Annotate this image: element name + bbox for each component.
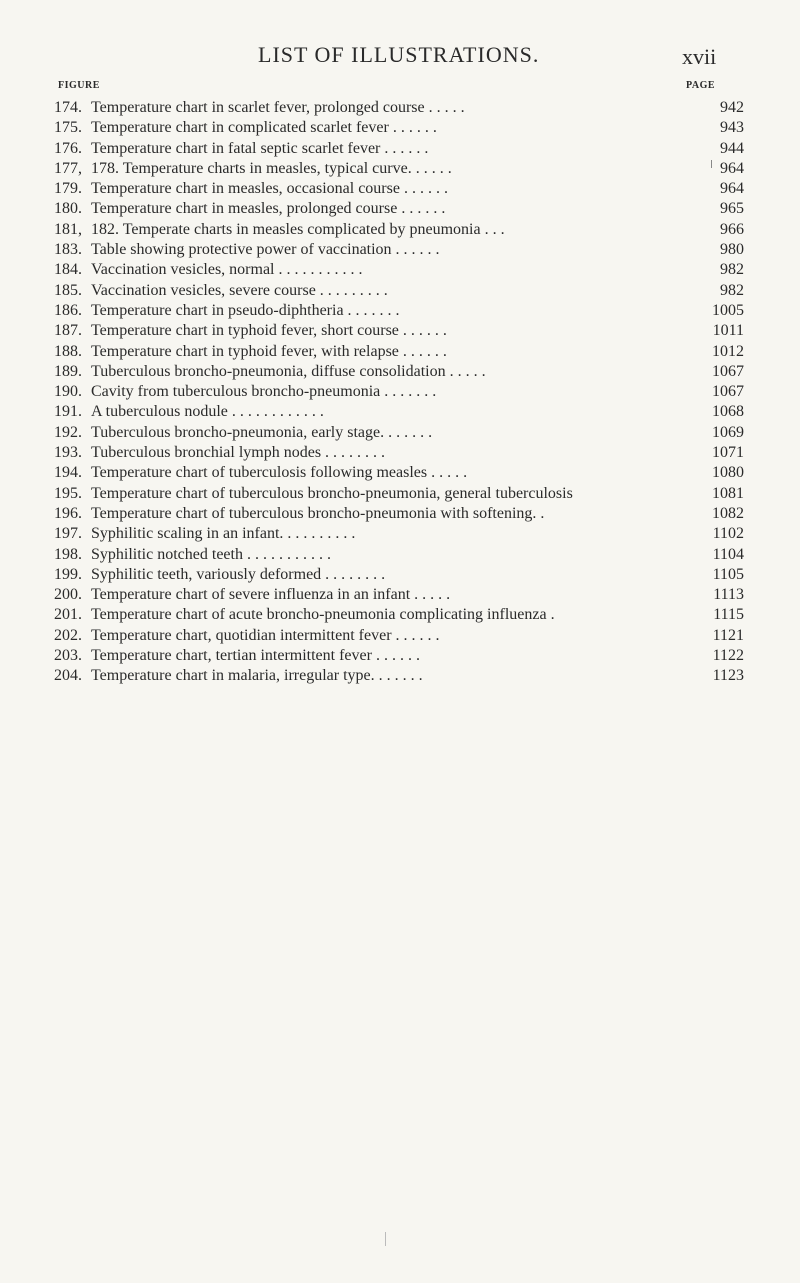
figure-number: 185. — [54, 281, 82, 299]
list-item — [54, 585, 744, 605]
figure-page: 966 — [720, 220, 744, 238]
list-item — [54, 423, 744, 443]
list-item — [54, 565, 744, 585]
page-title: LIST OF ILLUSTRATIONS. — [258, 42, 540, 67]
figure-number: 194. — [54, 464, 82, 482]
figure-title: Temperature chart of tuberculosis following measles . . . . . — [91, 464, 468, 482]
page-column-heading: PAGE — [686, 80, 716, 91]
list-item — [54, 220, 744, 240]
figure-number: 195. — [54, 484, 82, 502]
list-item — [54, 463, 744, 483]
figure-page: 1069 — [712, 423, 744, 441]
figure-number: 203. — [54, 647, 82, 665]
figure-title: Temperature chart of tuberculous broncho-pneumonia with softening. . — [91, 504, 545, 522]
figure-page: 942 — [720, 99, 744, 116]
list-item — [54, 524, 744, 544]
figure-page: 1105 — [712, 565, 744, 583]
figure-number: 196. — [54, 504, 82, 522]
list-item — [54, 646, 744, 666]
figure-title: Temperature chart in fatal septic scarlet fever . . . . . . — [91, 139, 429, 157]
figure-number: 179. — [54, 180, 82, 198]
figure-page: 1115 — [713, 606, 744, 624]
list-item — [54, 605, 744, 625]
page-header — [0, 42, 800, 72]
figure-page: 965 — [720, 200, 744, 218]
page-number: xvii — [682, 44, 717, 69]
figure-title: Table showing protective power of vaccination . . . . . . — [91, 241, 440, 259]
figure-number: 204. — [54, 667, 82, 685]
figure-page: 982 — [720, 261, 744, 279]
list-item — [54, 626, 744, 646]
figure-page: 943 — [720, 119, 744, 137]
figure-number: 192. — [54, 423, 82, 441]
figure-number: 201. — [54, 606, 82, 624]
figure-number: 188. — [54, 342, 82, 360]
list-item — [54, 504, 744, 524]
figure-title: Temperature chart of acute broncho-pneumonia complicating influenza . — [91, 606, 555, 624]
figure-title: Temperature chart, tertian intermittent fever . . . . . . — [91, 647, 420, 665]
figure-page: 964 — [720, 159, 744, 177]
figure-number: 197. — [54, 525, 82, 543]
figure-page: 964 — [720, 180, 744, 198]
figure-title: Temperature chart in malaria, irregular type. . . . . . . — [91, 667, 423, 685]
list-item — [54, 281, 744, 301]
figure-number: 180. — [54, 200, 82, 218]
page-speck — [385, 1232, 386, 1246]
figure-page: 1005 — [712, 301, 744, 319]
list-item — [54, 545, 744, 565]
figure-number: 200. — [54, 586, 82, 604]
figure-title: Temperature chart in complicated scarlet fever . . . . . . — [91, 119, 437, 137]
figure-page: 1067 — [712, 362, 744, 380]
figure-page: 1122 — [712, 647, 744, 665]
figure-number: 177, — [54, 159, 82, 177]
list-item — [54, 118, 744, 138]
figure-title: A tuberculous nodule . . . . . . . . . . . . — [91, 403, 324, 421]
figure-title: Temperature chart in pseudo-diphtheria . . . . . . . — [91, 301, 400, 319]
figure-title: 182. Temperate charts in measles complicated by pneumonia . . . — [91, 220, 505, 238]
figure-number: 193. — [54, 444, 82, 462]
list-item — [54, 382, 744, 402]
list-item — [54, 240, 744, 260]
figure-title: Tuberculous broncho-pneumonia, diffuse consolidation . . . . . — [91, 362, 486, 380]
list-item — [54, 342, 744, 362]
figure-title: Syphilitic scaling in an infant. . . . . . . . . . — [91, 525, 356, 543]
figure-page: 1113 — [713, 586, 744, 604]
list-item — [54, 199, 744, 219]
figure-number: 174. — [54, 99, 82, 116]
figure-title: Temperature chart in measles, occasional course . . . . . . — [91, 180, 448, 198]
figure-title: Temperature chart of severe influenza in an infant . . . . . — [91, 586, 451, 604]
figure-title: Temperature chart of tuberculous broncho-pneumonia, general tuberculosis — [91, 484, 573, 502]
figure-number: 198. — [54, 545, 82, 563]
list-item — [54, 179, 744, 199]
figure-title: Syphilitic teeth, variously deformed . . . . . . . . — [91, 565, 386, 583]
figure-title: Temperature chart in scarlet fever, prolonged course . . . . . — [91, 99, 465, 116]
figure-number: 176. — [54, 139, 82, 157]
figure-number: 199. — [54, 565, 82, 583]
figure-title: Syphilitic notched teeth . . . . . . . . . . . — [91, 545, 331, 563]
figure-number: 181, — [54, 220, 82, 238]
illustrations-list — [54, 98, 744, 687]
figure-page: 944 — [720, 139, 744, 157]
figure-number: 175. — [54, 119, 82, 137]
figure-title: Temperature chart, quotidian intermittent fever . . . . . . — [91, 626, 440, 644]
figure-title: Temperature chart in typhoid fever, short course . . . . . . — [91, 322, 447, 340]
figure-number: 184. — [54, 261, 82, 279]
figure-page: 1012 — [712, 342, 744, 360]
list-item — [54, 362, 744, 382]
figure-page: 1081 — [712, 484, 744, 502]
figure-title: Temperature chart in typhoid fever, with relapse . . . . . . — [91, 342, 447, 360]
figure-page: 982 — [720, 281, 744, 299]
list-item — [54, 443, 744, 463]
figure-page: 1121 — [712, 626, 744, 644]
list-item — [54, 260, 744, 280]
figure-number: 186. — [54, 301, 82, 319]
figure-page: 1102 — [712, 525, 744, 543]
figure-title: 178. Temperature charts in measles, typical curve. . . . . . — [91, 159, 452, 177]
figure-page: 980 — [720, 241, 744, 259]
figure-title: Vaccination vesicles, normal . . . . . . . . . . . — [91, 261, 363, 279]
figure-number: 187. — [54, 322, 82, 340]
figure-title: Temperature chart in measles, prolonged course . . . . . . — [91, 200, 446, 218]
figure-number: 183. — [54, 241, 82, 259]
figure-title: Tuberculous bronchial lymph nodes . . . . . . . . — [91, 444, 386, 462]
figure-page: 1011 — [712, 322, 744, 340]
figure-title: Vaccination vesicles, severe course . . . . . . . . . — [91, 281, 388, 299]
figure-page: 1067 — [712, 383, 744, 401]
figure-column-heading: FIGURE — [58, 80, 100, 91]
figure-page: 1080 — [712, 464, 744, 482]
figure-page: 1104 — [712, 545, 744, 563]
figure-number: 202. — [54, 626, 82, 644]
figure-number: 189. — [54, 362, 82, 380]
figure-page: 1068 — [712, 403, 744, 421]
list-item — [54, 159, 744, 179]
list-item — [54, 484, 744, 504]
figure-page: 1071 — [712, 444, 744, 462]
figure-page: 1123 — [712, 667, 744, 685]
figure-page: 1082 — [712, 504, 744, 522]
column-headings — [0, 80, 800, 94]
list-item — [54, 321, 744, 341]
list-item — [54, 402, 744, 422]
list-item — [54, 139, 744, 159]
list-item — [54, 98, 744, 118]
figure-title: Tuberculous broncho-pneumonia, early stage. . . . . . . — [91, 423, 433, 441]
figure-number: 191. — [54, 403, 82, 421]
list-item — [54, 666, 744, 686]
figure-number: 190. — [54, 383, 82, 401]
page-mark — [711, 160, 712, 168]
list-item — [54, 301, 744, 321]
figure-title: Cavity from tuberculous broncho-pneumonia . . . . . . . — [91, 383, 437, 401]
